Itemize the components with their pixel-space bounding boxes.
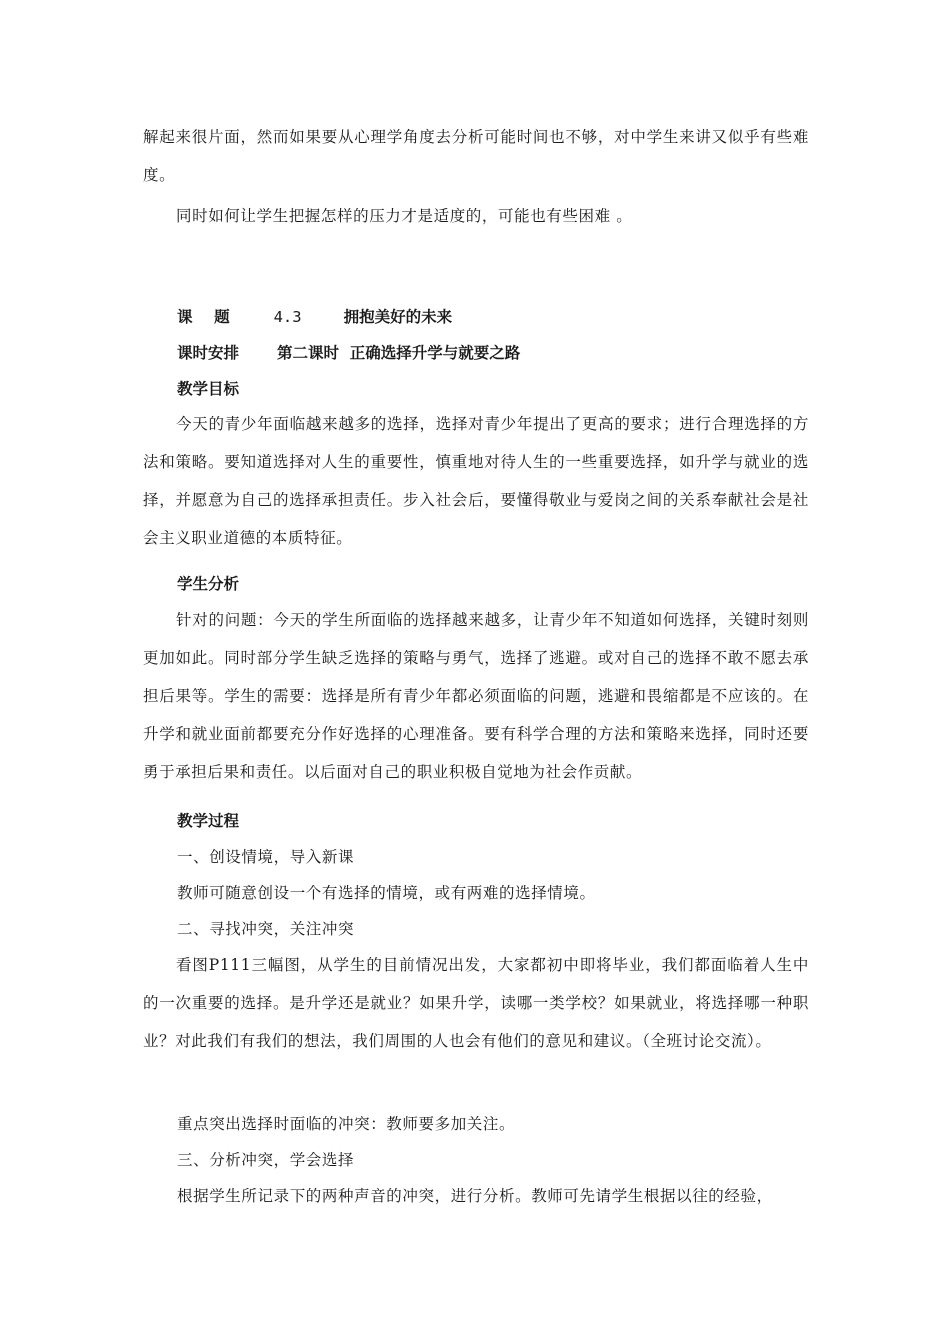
intro-paragraph-1: 解起来很片面，然而如果要从心理学角度去分析可能时间也不够，对中学生来讲又似乎有些难度。 (143, 128, 809, 184)
analysis-heading: 学生分析 (177, 575, 240, 593)
topic-number: 4.3 (273, 308, 302, 326)
step2-title: 二、寻找冲突，关注冲突 (177, 920, 355, 938)
step2-note: 重点突出选择时面临的冲突：教师要多加关注。 (177, 1115, 516, 1133)
intro-paragraph-2: 同时如何让学生把握怎样的压力才是适度的，可能也有些困难 。 (176, 207, 633, 225)
topic-title: 拥抱美好的未来 (343, 308, 453, 326)
goal-paragraph: 今天的青少年面临越来越多的选择，选择对青少年提出了更高的要求；进行合理选择的方法和策略。要知道选择对人生的重要性，慎重地对待人生的一些重要选择，如升学与就业的选择，并愿意为自己的选择承担责任。步入社会后，要懂得敬业与爱岗之间的关系奉献社会是社会主义职业道德的本质特征。 (143, 415, 809, 547)
schedule-value: 第二课时 正确选择升学与就要之路 (277, 344, 521, 362)
step1-text: 教师可随意创设一个有选择的情境，或有两难的选择情境。 (177, 884, 596, 902)
schedule-line (177, 338, 520, 368)
analysis-paragraph: 针对的问题：今天的学生所面临的选择越来越多，让青少年不知道如何选择，关键时刻则更加如此。同时部分学生缺乏选择的策略与勇气，选择了逃避。或对自己的选择不敢不愿去承担后果等。学生的需要：选择是所有青少年都必须面临的问题，逃避和畏缩都是不应该的。在升学和就业面前都要充分作好选择的心理准备。要有科学合理的方法和策略来选择，同时还要勇于承担后果和责任。以后面对自己的职业积极自觉地为社会作贡献。 (143, 611, 809, 781)
topic-label: 课 题 (177, 308, 230, 326)
step2-paragraph: 看图P111三幅图，从学生的目前情况出发，大家都初中即将毕业，我们都面临着人生中的一次重要的选择。是升学还是就业？如果升学，读哪一类学校？如果就业，将选择哪一种职业？对此我们有我们的想法，我们周围的人也会有他们的意见和建议。（全班讨论交流）。 (143, 956, 809, 1050)
step3-title: 三、分析冲突，学会选择 (177, 1151, 355, 1169)
schedule-label: 课时安排 (177, 344, 240, 362)
goal-heading: 教学目标 (177, 380, 240, 398)
step3-text: 根据学生所记录下的两种声音的冲突，进行分析。教师可先请学生根据以往的经验， (177, 1187, 773, 1205)
topic-line (177, 302, 452, 332)
step1-title: 一、创设情境，导入新课 (177, 848, 355, 866)
process-heading: 教学过程 (177, 812, 240, 830)
